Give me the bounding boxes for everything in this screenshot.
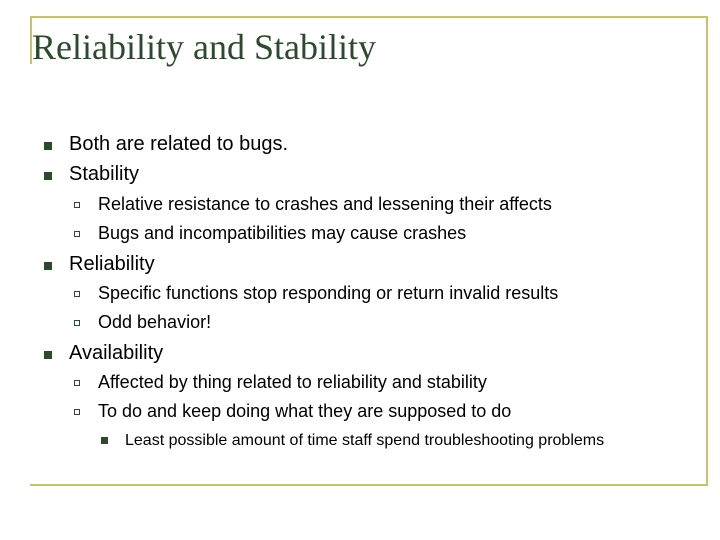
- sub-bullet-item: To do and keep doing what they are supposed to do: [98, 401, 512, 421]
- bullet-square-icon: [44, 142, 52, 150]
- sub-sub-bullet-square-icon: [101, 437, 108, 444]
- sub-bullet-item: Bugs and incompatibilities may cause crashes: [98, 223, 467, 243]
- sub-bullet-hollow-square-icon: [74, 291, 80, 297]
- sub-sub-bullet-item: Least possible amount of time staff spend troubleshooting problems: [125, 432, 605, 449]
- bullet-square-icon: [44, 172, 52, 180]
- frame-top-border: [30, 16, 708, 18]
- bullet-item: Reliability: [69, 253, 155, 275]
- bullet-item: Stability: [69, 163, 140, 185]
- sub-bullet-item: Odd behavior!: [98, 312, 212, 332]
- sub-bullet-item: Specific functions stop responding or return invalid results: [98, 283, 559, 303]
- frame-right-border: [706, 16, 708, 486]
- frame-bottom-border: [30, 484, 708, 486]
- sub-bullet-item: Relative resistance to crashes and lessening their affects: [98, 194, 552, 214]
- slide-title: Reliability and Stability: [32, 27, 376, 67]
- bullet-square-icon: [44, 351, 52, 359]
- sub-bullet-hollow-square-icon: [74, 202, 80, 208]
- sub-bullet-hollow-square-icon: [74, 231, 80, 237]
- bullet-item: Availability: [69, 342, 164, 364]
- sub-bullet-hollow-square-icon: [74, 409, 80, 415]
- sub-bullet-hollow-square-icon: [74, 380, 80, 386]
- bullet-square-icon: [44, 262, 52, 270]
- sub-bullet-hollow-square-icon: [74, 320, 80, 326]
- sub-bullet-item: Affected by thing related to reliability and stability: [98, 372, 487, 392]
- bullet-item: Both are related to bugs.: [69, 133, 289, 155]
